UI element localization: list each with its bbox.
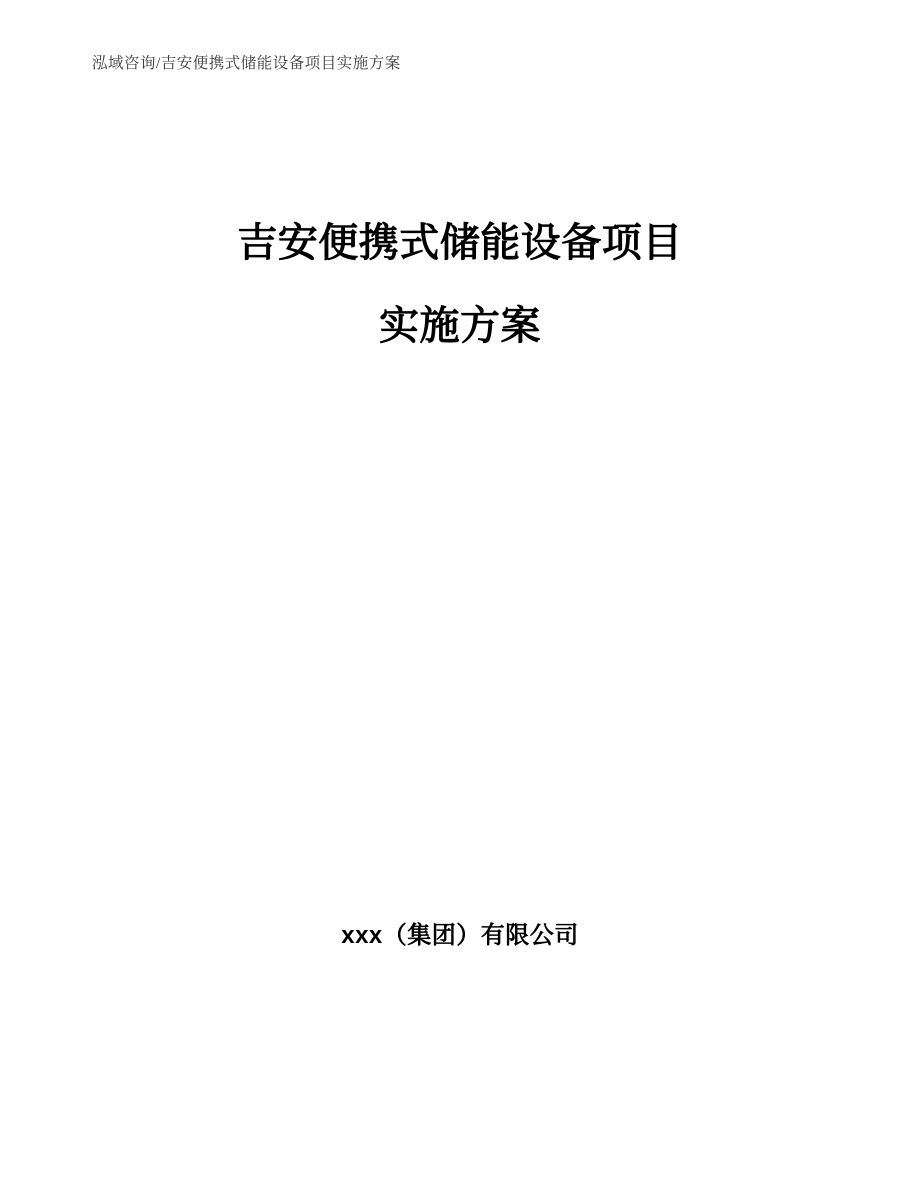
company-name: xxx（集团）有限公司 bbox=[341, 922, 579, 949]
document-title-line-2: 实施方案 bbox=[379, 304, 541, 348]
document-title-line-1: 吉安便携式储能设备项目 bbox=[237, 221, 683, 265]
document-header-text: 泓域咨询/吉安便携式储能设备项目实施方案 bbox=[92, 55, 401, 72]
